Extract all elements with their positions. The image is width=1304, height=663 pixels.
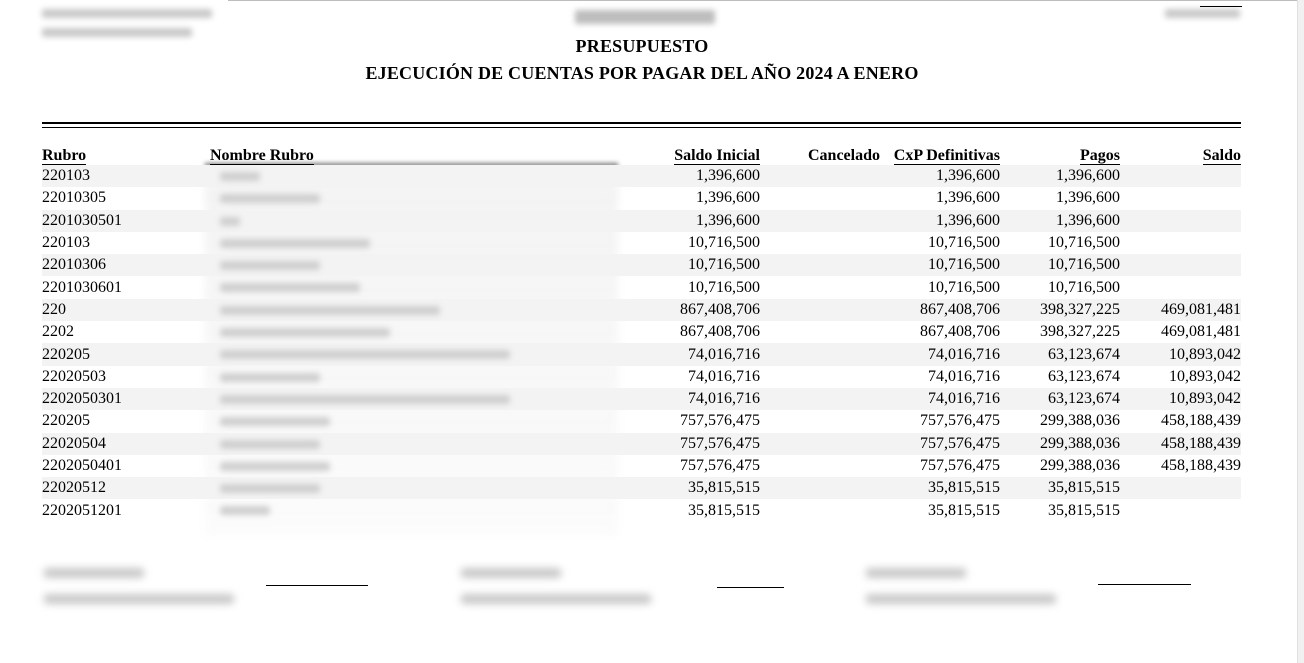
table-row [42,276,1241,298]
redacted-print-date [42,9,212,18]
cell-cxp-definitivas: 35,815,515 [928,501,1000,519]
scrollbar[interactable] [1297,0,1304,663]
redacted-account-name [220,283,360,292]
cell-rubro: 2202050401 [42,457,122,474]
cell-nombre-rubro [210,232,640,254]
cell-saldo: 458,188,439 [1161,457,1241,474]
header-nombre-rubro: Nombre Rubro [210,147,314,164]
redacted-account-name [220,484,320,493]
cell-cxp-definitivas: 867,408,706 [880,299,1000,321]
cell-saldo-inicial: 757,576,475 [680,457,760,474]
cell-nombre-rubro [210,254,640,276]
cell-rubro: 22020512 [42,477,210,499]
cell-rubro: 2202050301 [42,388,210,410]
cell-cxp-definitivas: 1,396,600 [880,165,1000,187]
cell-saldo: 458,188,439 [1120,433,1241,455]
cell-rubro: 22020503 [42,367,106,385]
cell-pagos: 299,388,036 [1040,457,1120,474]
cell-nombre-rubro [210,366,640,388]
cell-saldo [1120,276,1241,298]
table-row [42,410,1241,432]
cell-cxp-definitivas: 757,576,475 [880,433,1000,455]
cell-cancelado [760,343,880,365]
redacted-account-name [220,306,440,315]
cell-rubro: 22020504 [42,433,210,455]
table-row [42,299,1241,321]
cell-rubro: 220103 [42,165,210,187]
cell-nombre-rubro [210,321,640,343]
cell-saldo-inicial: 74,016,716 [640,388,760,410]
redacted-account-name [220,350,510,359]
cell-rubro: 2201030601 [42,278,122,296]
cell-cancelado [760,299,880,321]
table-row [42,210,1241,232]
cell-saldo-inicial: 867,408,706 [680,323,760,341]
header-pagos: Pagos [1080,147,1120,164]
redacted-signer-role [866,594,1056,604]
cell-saldo-inicial: 1,396,600 [640,165,760,187]
cell-rubro: 220103 [42,234,90,252]
cell-nombre-rubro [210,388,640,410]
cell-cancelado [760,210,880,232]
header-cancelado: Cancelado [808,147,880,164]
cell-saldo: 10,893,042 [1120,343,1241,365]
cell-saldo [1120,232,1241,254]
cell-cancelado [760,410,880,432]
redacted-page-number [1165,9,1240,18]
redacted-account-name [220,462,330,471]
header-cxp-definitivas: CxP Definitivas [893,147,1000,164]
cell-saldo [1120,187,1241,209]
report-subtitle: EJECUCIÓN DE CUENTAS POR PAGAR DEL AÑO 2024 A ENERO [365,63,919,83]
table-row [42,477,1241,499]
cell-saldo-inicial: 10,716,500 [640,254,760,276]
cell-pagos: 63,123,674 [1000,388,1120,410]
cell-nombre-rubro [210,433,640,455]
cell-nombre-rubro [210,410,640,432]
cell-saldo: 458,188,439 [1161,412,1241,430]
cell-saldo-inicial: 10,716,500 [688,278,760,296]
redacted-signer-role [44,594,234,604]
cell-saldo [1120,477,1241,499]
cell-pagos: 10,716,500 [1048,234,1120,252]
table-row [42,455,1241,477]
redacted-account-name [220,261,320,270]
signature-line [717,587,784,588]
cell-cxp-definitivas: 74,016,716 [880,343,1000,365]
cell-nombre-rubro [210,477,640,499]
table-row [42,254,1241,276]
cell-cancelado [760,254,880,276]
redacted-account-name [220,417,330,426]
cell-pagos: 299,388,036 [1000,433,1120,455]
cell-saldo [1120,254,1241,276]
cell-cancelado [760,276,880,298]
cell-nombre-rubro [210,165,640,187]
header-rule-thin [42,127,1241,128]
header-rule [1200,6,1242,7]
table-row [42,343,1241,365]
cell-cxp-definitivas: 1,396,600 [936,189,1000,207]
header-saldo-inicial: Saldo Inicial [674,147,760,164]
report-title: PRESUPUESTO [575,36,709,56]
cell-pagos: 63,123,674 [1048,367,1120,385]
cell-cancelado [760,165,880,187]
cell-saldo [1120,210,1241,232]
accounts-table [42,147,1241,522]
table-row [42,388,1241,410]
table-row [42,187,1241,209]
cell-saldo-inicial: 867,408,706 [640,299,760,321]
cell-saldo-inicial: 35,815,515 [640,477,760,499]
cell-saldo-inicial: 35,815,515 [688,501,760,519]
cell-saldo-inicial: 10,716,500 [688,234,760,252]
cell-cxp-definitivas: 74,016,716 [880,388,1000,410]
cell-cxp-definitivas: 1,396,600 [880,210,1000,232]
signature-line [266,585,368,586]
cell-cxp-definitivas: 35,815,515 [880,477,1000,499]
cell-saldo: 469,081,481 [1161,323,1241,341]
cell-rubro: 2201030501 [42,210,210,232]
cell-cancelado [760,232,880,254]
header-rule-thick [42,122,1241,124]
cell-saldo: 469,081,481 [1120,299,1241,321]
cell-pagos: 398,327,225 [1000,299,1120,321]
cell-cxp-definitivas: 74,016,716 [928,367,1000,385]
cell-pagos: 299,388,036 [1040,412,1120,430]
cell-nombre-rubro [210,455,640,477]
cell-pagos: 1,396,600 [1000,165,1120,187]
cell-rubro: 220205 [42,343,210,365]
cell-nombre-rubro [210,499,640,521]
cell-cancelado [760,477,880,499]
redacted-signer-name [44,568,144,578]
viewer-top-border [228,0,1304,1]
redacted-entity-name [575,10,715,24]
redacted-account-name [220,194,320,203]
cell-cxp-definitivas: 757,576,475 [920,457,1000,474]
cell-nombre-rubro [210,187,640,209]
cell-cxp-definitivas: 10,716,500 [880,254,1000,276]
cell-cxp-definitivas: 10,716,500 [928,234,1000,252]
cell-pagos: 10,716,500 [1000,254,1120,276]
cell-saldo-inicial: 757,576,475 [680,412,760,430]
cell-nombre-rubro [210,210,640,232]
table-row [42,366,1241,388]
cell-pagos: 63,123,674 [1000,343,1120,365]
cell-rubro: 220 [42,299,210,321]
redacted-account-name [220,239,370,248]
table-row [42,321,1241,343]
redacted-account-name [220,217,240,226]
table-row [42,499,1241,521]
cell-saldo-inicial: 74,016,716 [640,343,760,365]
cell-cxp-definitivas: 867,408,706 [920,323,1000,341]
signature-line [1098,584,1191,585]
cell-nombre-rubro [210,343,640,365]
cell-cancelado [760,366,880,388]
table-body [42,165,1241,522]
cell-rubro: 22010305 [42,189,106,207]
redacted-account-name [220,172,260,181]
redacted-signer-role [461,594,651,604]
cell-rubro: 220205 [42,412,90,430]
cell-nombre-rubro [210,299,640,321]
cell-pagos: 1,396,600 [1056,189,1120,207]
header-saldo: Saldo [1202,147,1241,164]
table-row [42,433,1241,455]
table-header-row [42,147,1241,165]
cell-cxp-definitivas: 10,716,500 [928,278,1000,296]
cell-pagos: 398,327,225 [1040,323,1120,341]
cell-saldo-inicial: 757,576,475 [640,433,760,455]
table-row [42,232,1241,254]
cell-cancelado [760,433,880,455]
cell-saldo-inicial: 74,016,716 [688,367,760,385]
cell-pagos: 10,716,500 [1048,278,1120,296]
redacted-signer-name [866,568,966,578]
cell-saldo: 10,893,042 [1169,367,1241,385]
cell-rubro: 2202 [42,323,74,341]
cell-pagos: 35,815,515 [1000,477,1120,499]
redacted-account-name [220,506,270,515]
cell-cancelado [760,321,880,343]
header-rubro: Rubro [42,147,87,164]
cell-saldo: 10,893,042 [1120,388,1241,410]
table-row [42,165,1241,187]
cell-rubro: 2202051201 [42,501,122,519]
cell-rubro: 22010306 [42,254,210,276]
redacted-signer-name [461,568,561,578]
redacted-account-name [220,328,390,337]
cell-nombre-rubro [210,276,640,298]
cell-saldo-inicial: 1,396,600 [640,210,760,232]
cell-cancelado [760,388,880,410]
cell-cxp-definitivas: 757,576,475 [920,412,1000,430]
cell-saldo [1120,165,1241,187]
cell-cancelado [760,499,880,521]
cell-pagos: 35,815,515 [1048,501,1120,519]
cell-pagos: 1,396,600 [1000,210,1120,232]
redacted-account-name [220,440,320,449]
cell-saldo [1120,499,1241,521]
redacted-account-name [220,395,510,404]
cell-saldo-inicial: 1,396,600 [696,189,760,207]
cell-cancelado [760,187,880,209]
redacted-account-name [220,373,320,382]
cell-cancelado [760,455,880,477]
